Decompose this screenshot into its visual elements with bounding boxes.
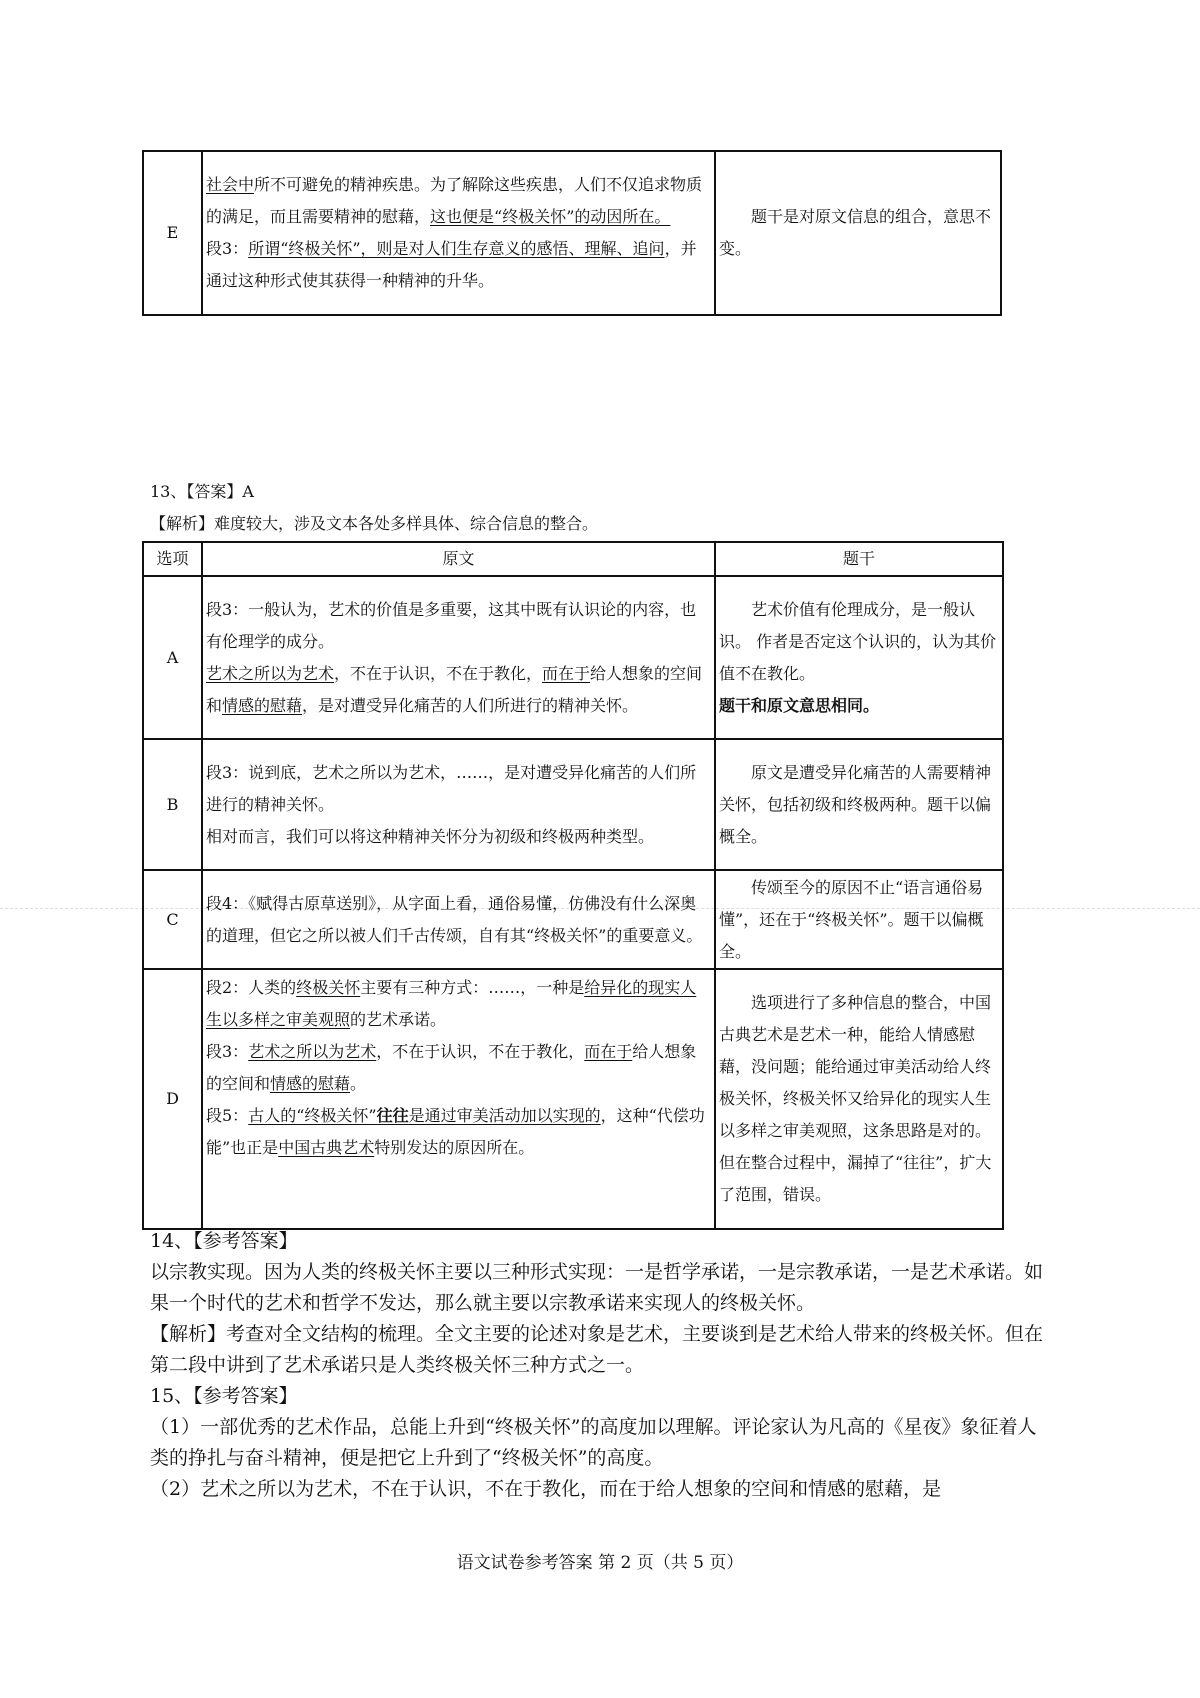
text-run: 这也便是“终极关怀”的动因所在。 [430,207,671,226]
text-run: 给人想象的空间和 [206,1042,697,1093]
q14-heading: 14、【参考答案】 [150,1230,298,1252]
original-text-cell [202,739,715,870]
table-header-row [143,542,1003,576]
page-footer: 语文试卷参考答案 第 2 页（共 5 页） [456,1553,744,1573]
text-run: 往往 [376,1106,409,1125]
original-text-cell [202,969,715,1229]
text-run: 传颂至今的原因不止“语言通俗易懂”，还在于“终极关怀”。题干以偏概全。 [719,877,984,961]
text-run: 段3：说到底，艺术之所以为艺术，……，是对遭受异化痛苦的人们所进行的精神关怀。 [206,762,697,814]
text-run: 情感的慰藉 [222,695,303,715]
text-run: 的艺术承诺。 [350,1010,447,1029]
option-cell: B [143,739,202,870]
text-run: 段2：人类的 [206,978,297,997]
text-run: 给异化的现实人生以多样之审美观照 [206,978,697,1029]
original-text-cell [202,151,715,315]
q14-answer: 以宗教实现。因为人类的终极关怀主要以三种形式实现：一是哲学承诺，一是宗教承诺，一是艺术承诺。如果一个时代的艺术和哲学不发达，那么就主要以宗教承诺来实现人的终极关怀。 [150,1261,1044,1314]
text-run: 而在于 [542,663,591,683]
table-row [143,969,1003,1229]
text-run: 段4：《赋得古原草送别》，从字面上看，通俗易懂，仿佛没有什么深奥的道理，但它之所以被人们千古传颂，自有其“终极关怀”的重要意义。 [206,893,703,945]
text-run: ，这种“代偿功能”也正是 [206,1106,705,1157]
table-q13 [142,541,1004,1230]
table-continued [142,150,1002,316]
stem-cell [715,739,1003,870]
text-run: 段3：一般认为，艺术的价值是多重要，这其中既有认识论的内容，也有伦理学的成分。 [206,599,697,651]
text-run: 主要有三种方式：……，一种是 [360,978,585,997]
q13-analysis: 【解析】难度较大，涉及文本各处多样具体、综合信息的整合。 [150,514,599,533]
text-run: 艺术之所以为艺术 [248,1042,377,1061]
stem-cell [715,870,1003,969]
text-run: 是通过审美活动加以实现的 [408,1106,601,1125]
text-run: 而在于 [584,1042,633,1061]
table-row [143,151,1001,315]
original-text-cell [202,870,715,969]
header-original: 原文 [202,542,715,576]
q15-heading: 15、【参考答案】 [150,1385,298,1407]
q15-item-1: （1）一部优秀的艺术作品，总能上升到“终极关怀”的高度加以理解。评论家认为凡高的《星夜》象征着人类的挣扎与奋斗精神，便是把它上升到了“终极关怀”的高度。 [150,1416,1037,1469]
text-run: ，是对遭受异化痛苦的人们所进行的精神关怀。 [302,695,639,715]
text-run: 艺术价值有伦理成分，是一般认识。 作者是否定这个认识的，认为其价值不在教化。 [719,599,997,683]
text-run: 艺术之所以为艺术 [206,663,335,683]
text-run: 所谓“终极关怀”，则是对人们生存意义的感悟、理解、追问 [248,239,665,258]
q14-analysis: 【解析】考查对全文结构的梳理。全文主要的论述对象是艺术，主要谈到是艺术给人带来的终极关怀。但在第二段中讲到了艺术承诺只是人类终极关怀三种方式之一。 [150,1323,1044,1376]
text-run: 情感的慰藉 [270,1074,351,1093]
text-run: ，不在于认识，不在于教化， [334,663,543,683]
option-cell: A [143,576,202,739]
text-run: 原文是遭受异化痛苦的人需要精神关怀，包括初级和终极两种。题干以偏概全。 [719,762,992,846]
text-run: ，不在于认识，不在于教化， [376,1042,585,1061]
text-run: 特别发达的原因所在。 [374,1138,535,1157]
text-run: ，并通过这种形式使其获得一种精神的升华。 [206,239,697,290]
table-row [143,870,1003,969]
text-run: 中国古典艺术 [278,1138,375,1157]
stem-cell [715,576,1003,739]
text-run: 相对而言，我们可以将这种精神关怀分为初级和终极两种类型。 [206,826,655,846]
text-run: 选项进行了多种信息的整合，中国古典艺术是艺术一种，能给人情感慰藉，没问题；能给通过审美活动给人终极关怀，终极关怀又给异化的现实人生以多样之审美观照，这条思路是对的。但在整合过程中，漏掉了“往往”，扩大了范围，错误。 [719,993,992,1204]
q15-item-2: （2）艺术之所以为艺术，不在于认识，不在于教化，而在于给人想象的空间和情感的慰藉，是 [150,1478,942,1500]
text-run: 题干和原文意思相同。 [719,695,880,715]
option-cell: D [143,969,202,1229]
header-stem: 题干 [715,542,1003,576]
header-option: 选项 [143,542,202,576]
text-run: 段3： [206,1042,249,1061]
table-row [143,739,1003,870]
stem-cell [715,969,1003,1229]
option-cell: C [143,870,202,969]
text-run: 段3： [206,239,249,258]
text-run: 古人的“终极关怀” [248,1106,377,1125]
original-text-cell [202,576,715,739]
table-row [143,576,1003,739]
text-run: 所不可避免的精神疾患。为了解除这些疾患，人们不仅追求物质的满足，而且需要精神的慰藉， [206,175,703,226]
text-run: 段5： [206,1106,249,1125]
q13-answer: 13、【答案】A [150,482,254,501]
text-run: 给人想象的空间和 [206,663,703,715]
text-run: 终极关怀 [296,978,361,997]
text-run: 社会中 [206,175,255,194]
stem-cell: 题干是对原文信息的组合，意思不变。 [715,151,1001,315]
text-run: 。 [350,1074,367,1093]
option-cell: E [143,151,202,315]
